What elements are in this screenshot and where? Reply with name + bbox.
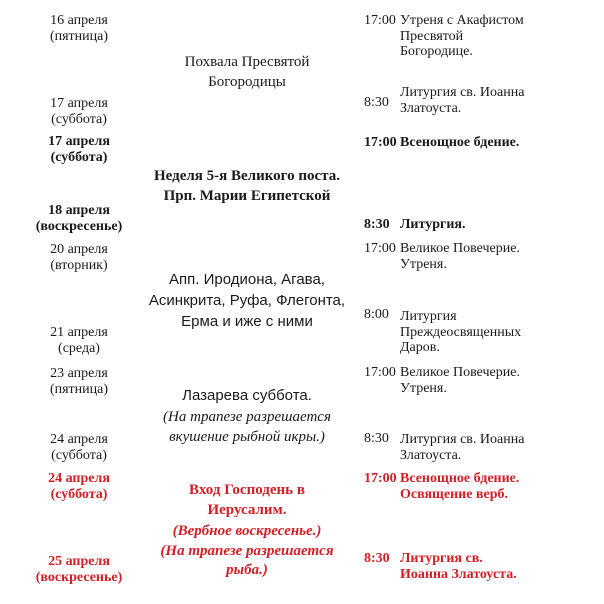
- service-great-compline: Великое Повечерие. Утреня.: [400, 365, 520, 396]
- service-liturgy-chrysostom-red: Литургия св. Иоанна Златоуста.: [400, 551, 517, 582]
- feast-apostles: Апп. Иродиона, Агава, Асинкрита, Руфа, Флегонта, Ерма и иже с ними: [148, 271, 346, 330]
- feast-mary-egypt: Неделя 5-я Великого поста. Прп. Марии Египетской: [154, 168, 340, 204]
- service-great-compline: Великое Повечерие. Утреня.: [400, 241, 520, 272]
- date-apr17-a: 17 апреля (суббота): [50, 96, 108, 127]
- feast-palm-sunday-note: (Вербное воскресенье.) (На трапезе разрешается рыба.): [160, 523, 334, 578]
- service-time: 17:00: [364, 13, 396, 28]
- date-apr24-a: 24 апреля (суббота): [50, 432, 108, 463]
- date-apr20: 20 апреля (вторник): [50, 242, 108, 273]
- service-time: 17:00: [364, 241, 396, 256]
- date-apr24-b: 24 апреля (суббота): [48, 471, 110, 502]
- date-apr18: 18 апреля (воскресенье): [35, 203, 123, 234]
- service-liturgy: Литургия.: [400, 217, 466, 232]
- service-liturgy-chrysostom: Литургия св. Иоанна Златоуста.: [400, 85, 525, 116]
- service-time: 8:30: [364, 431, 389, 446]
- feast-lazarus-saturday: Лазарева суббота.: [182, 387, 312, 404]
- service-time: 17:00: [364, 135, 397, 150]
- service-matins-akathist: Утреня с Акафистом Пресвятой Богородице.: [400, 13, 524, 60]
- service-vigil-palms: Всенощное бдение. Освящение верб.: [400, 471, 520, 502]
- date-apr16: 16 апреля (пятница): [49, 13, 109, 44]
- service-presanctified: Литургия Преждеосвященных Даров.: [400, 309, 522, 356]
- service-time: 8:30: [364, 551, 390, 566]
- feast-lazarus-note: (На трапезе разрешается вкушение рыбной икры.): [163, 409, 331, 445]
- service-time: 8:30: [364, 217, 390, 232]
- service-liturgy-chrysostom: Литургия св. Иоанна Златоуста.: [400, 432, 525, 463]
- date-apr17-b: 17 апреля (суббота): [48, 134, 110, 165]
- service-time: 17:00: [364, 471, 397, 486]
- service-time: 17:00: [364, 365, 396, 380]
- date-apr25: 25 апреля (воскресенье): [35, 554, 123, 585]
- date-apr23: 23 апреля (пятница): [49, 366, 109, 397]
- date-apr21: 21 апреля (среда): [50, 325, 108, 356]
- feast-entry-jerusalem: Вход Господень в Иерусалим.: [189, 482, 305, 518]
- service-vigil: Всенощное бдение.: [400, 135, 520, 150]
- service-time: 8:00: [364, 307, 389, 322]
- feast-praise-theotokos: Похвала Пресвятой Богородицы: [184, 54, 310, 90]
- service-time: 8:30: [364, 95, 389, 110]
